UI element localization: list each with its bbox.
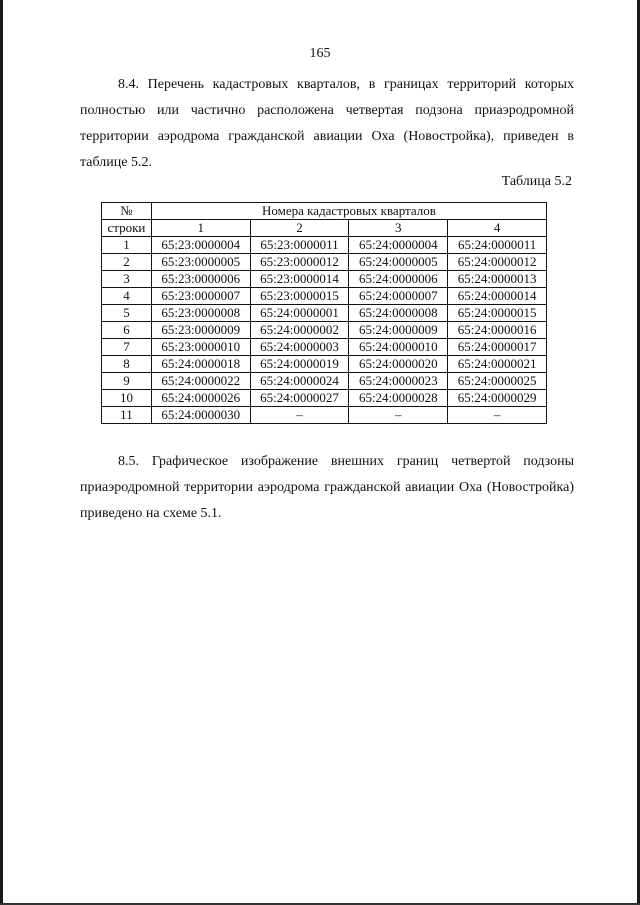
cadastral-number-cell: 65:23:0000014 <box>250 271 349 288</box>
cadastral-number-cell: 65:24:0000021 <box>448 356 547 373</box>
table-row <box>102 305 547 322</box>
cadastral-number-cell: 65:23:0000011 <box>250 237 349 254</box>
scan-edge-left <box>0 0 3 905</box>
row-number-cell: 5 <box>102 305 152 322</box>
cadastral-number-cell: 65:24:0000005 <box>349 254 448 271</box>
row-number-cell: 1 <box>102 237 152 254</box>
table-row <box>102 356 547 373</box>
paragraph-line: 8.5. Графическое изображение внешних границ четвертой подзоны <box>118 454 574 469</box>
table-row <box>102 237 547 254</box>
cadastral-number-cell: 65:24:0000010 <box>349 339 448 356</box>
cadastral-number-cell: 65:24:0000008 <box>349 305 448 322</box>
cadastral-number-cell: 65:24:0000020 <box>349 356 448 373</box>
row-number-cell: 11 <box>102 407 152 424</box>
cadastral-number-cell: 65:24:0000013 <box>448 271 547 288</box>
table-row <box>102 254 547 271</box>
cadastral-number-cell: 65:24:0000014 <box>448 288 547 305</box>
row-number-cell: 4 <box>102 288 152 305</box>
cadastral-number-cell: 65:24:0000027 <box>250 390 349 407</box>
table-caption: Таблица 5.2 <box>501 174 572 189</box>
column-header: 3 <box>349 220 448 237</box>
row-number-cell: 9 <box>102 373 152 390</box>
cadastral-number-cell: 65:24:0000026 <box>151 390 250 407</box>
cadastral-number-cell: 65:24:0000003 <box>250 339 349 356</box>
cadastral-number-cell: 65:24:0000029 <box>448 390 547 407</box>
cadastral-number-cell: 65:23:0000004 <box>151 237 250 254</box>
cadastral-number-cell: 65:24:0000017 <box>448 339 547 356</box>
page-number: 165 <box>309 46 331 61</box>
paragraph-line: приаэродромной территории аэродрома гражданской авиации Оха (Новостройка) <box>80 480 574 495</box>
cadastral-number-cell: 65:24:0000002 <box>250 322 349 339</box>
row-number-cell: 6 <box>102 322 152 339</box>
cadastral-number-cell: – <box>349 407 448 424</box>
cadastral-number-cell: – <box>250 407 349 424</box>
column-header: 1 <box>151 220 250 237</box>
cadastral-number-cell: 65:24:0000006 <box>349 271 448 288</box>
paragraph-line: территории аэродрома гражданской авиации Оха (Новостройка), приведен в <box>80 129 574 144</box>
row-number-cell: 7 <box>102 339 152 356</box>
section-8-5-paragraph <box>80 449 574 527</box>
row-number-header: № <box>102 203 152 220</box>
cadastral-number-cell: 65:24:0000028 <box>349 390 448 407</box>
cadastral-number-cell: 65:24:0000025 <box>448 373 547 390</box>
row-number-header-label: строки <box>102 220 152 237</box>
table-row <box>102 390 547 407</box>
cadastral-number-cell: 65:24:0000001 <box>250 305 349 322</box>
table-row <box>102 339 547 356</box>
row-number-cell: 10 <box>102 390 152 407</box>
cadastral-number-cell: 65:23:0000005 <box>151 254 250 271</box>
paragraph-line: таблице 5.2. <box>80 155 152 170</box>
cadastral-number-cell: 65:23:0000010 <box>151 339 250 356</box>
cadastral-number-cell: 65:24:0000012 <box>448 254 547 271</box>
table-row <box>102 271 547 288</box>
cadastral-number-cell: 65:24:0000023 <box>349 373 448 390</box>
paragraph-line: полностью или частично расположена четвертая подзона приаэродромной <box>80 103 574 118</box>
cadastral-number-cell: 65:24:0000019 <box>250 356 349 373</box>
table-row <box>102 407 547 424</box>
cadastral-number-cell: 65:23:0000006 <box>151 271 250 288</box>
cadastral-number-cell: 65:24:0000022 <box>151 373 250 390</box>
table-row <box>102 288 547 305</box>
cadastral-number-cell: 65:23:0000009 <box>151 322 250 339</box>
cadastral-number-cell: 65:24:0000024 <box>250 373 349 390</box>
table-row <box>102 322 547 339</box>
row-number-cell: 8 <box>102 356 152 373</box>
cadastral-number-cell: 65:24:0000009 <box>349 322 448 339</box>
table-row <box>102 373 547 390</box>
table-body <box>102 237 547 424</box>
cadastral-number-cell: 65:24:0000016 <box>448 322 547 339</box>
cadastral-number-cell: 65:24:0000007 <box>349 288 448 305</box>
row-number-cell: 2 <box>102 254 152 271</box>
cadastral-number-cell: 65:23:0000012 <box>250 254 349 271</box>
cadastral-number-cell: 65:23:0000008 <box>151 305 250 322</box>
cadastral-quarters-table <box>101 202 547 424</box>
group-header: Номера кадастровых кварталов <box>151 203 546 220</box>
cadastral-number-cell: 65:24:0000030 <box>151 407 250 424</box>
cadastral-number-cell: 65:24:0000018 <box>151 356 250 373</box>
cadastral-number-cell: 65:24:0000015 <box>448 305 547 322</box>
column-header: 4 <box>448 220 547 237</box>
cadastral-number-cell: 65:23:0000007 <box>151 288 250 305</box>
paragraph-line: 8.4. Перечень кадастровых кварталов, в границах территорий которых <box>118 77 574 92</box>
column-header: 2 <box>250 220 349 237</box>
cadastral-number-cell: 65:24:0000004 <box>349 237 448 254</box>
section-8-4-paragraph <box>80 72 574 176</box>
cadastral-number-cell: 65:23:0000015 <box>250 288 349 305</box>
paragraph-line: приведено на схеме 5.1. <box>80 506 222 521</box>
cadastral-number-cell: 65:24:0000011 <box>448 237 547 254</box>
cadastral-number-cell: – <box>448 407 547 424</box>
row-number-cell: 3 <box>102 271 152 288</box>
